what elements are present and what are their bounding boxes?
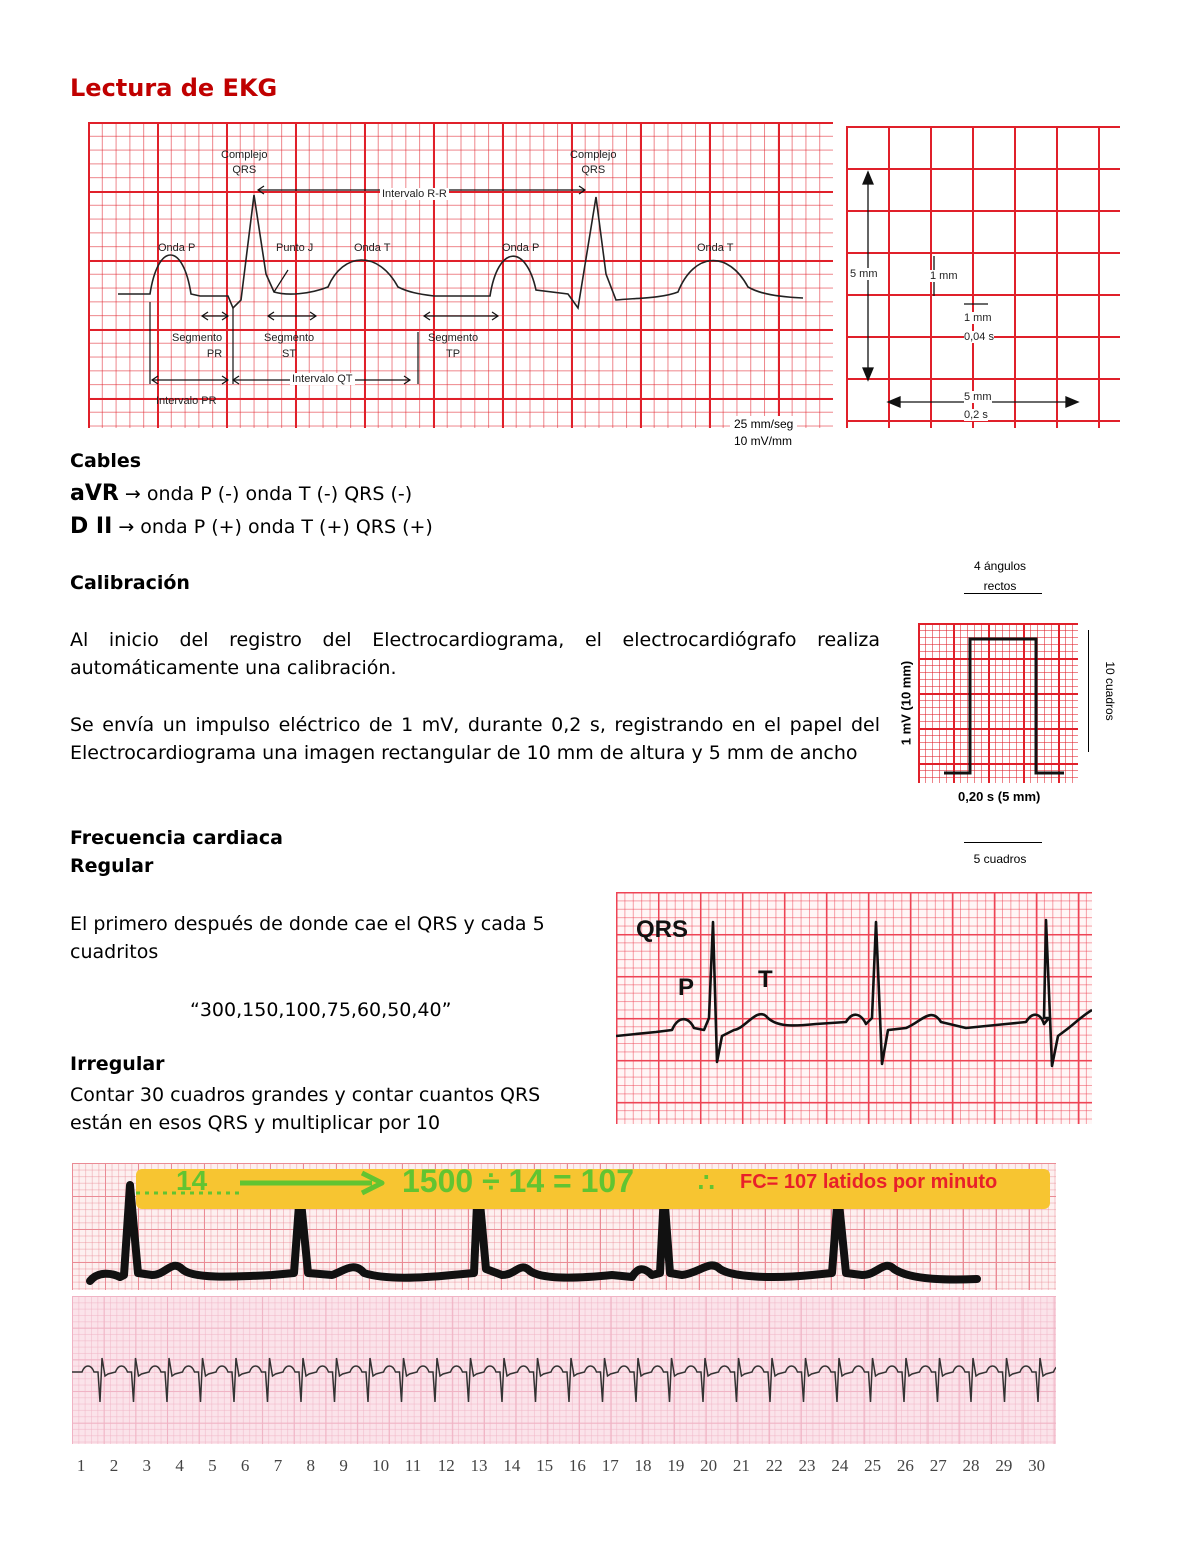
square-number: 22 bbox=[765, 1456, 783, 1475]
square-number: 1 bbox=[76, 1456, 86, 1475]
thirty-square-trace-line bbox=[72, 1358, 1056, 1402]
calibration-pulse bbox=[918, 623, 1078, 783]
bottom-label: 5 cuadros bbox=[973, 852, 1027, 866]
label-0-04s: 0,04 s bbox=[964, 331, 994, 343]
angles-caption: 4 ángulos rectos bbox=[973, 559, 1027, 593]
banner-count: 14 bbox=[176, 1165, 208, 1196]
square-number: 23 bbox=[798, 1456, 816, 1475]
label-5mm-horizontal: 5 mm bbox=[964, 391, 992, 403]
heart-rate-strip bbox=[72, 1163, 1056, 1290]
square-numbers bbox=[72, 1456, 1056, 1478]
lead-avr: aVR bbox=[70, 481, 119, 506]
irregular-text: Contar 30 cuadros grandes y contar cuantos QRS están en esos QRS y multiplicar por 10 bbox=[70, 1084, 541, 1134]
square-number: 14 bbox=[503, 1456, 521, 1475]
label-intervalo-pr: Intervalo PR bbox=[156, 395, 217, 407]
cables-heading: Cables bbox=[70, 450, 142, 472]
calibracion-heading: Calibración bbox=[70, 572, 190, 594]
rate-sequence: “300,150,100,75,60,50,40” bbox=[190, 999, 452, 1021]
square-number: 15 bbox=[536, 1456, 554, 1475]
label-onda-p-2: Onda P bbox=[502, 242, 540, 254]
label-segmento-tp: Segmento TP bbox=[428, 332, 479, 360]
square-number: 6 bbox=[240, 1456, 250, 1475]
paper-speed-note: 25 mm/seg 10 mV/mm bbox=[730, 416, 797, 450]
label-complejo-qrs-1: Complejo QRS bbox=[221, 149, 268, 176]
square-number: 25 bbox=[864, 1456, 882, 1475]
square-number: 11 bbox=[404, 1456, 422, 1475]
label-1mm-vertical: 1 mm bbox=[930, 270, 958, 282]
side-bracket-line bbox=[1088, 630, 1089, 752]
banner-equation: 1500 ÷ 14 = 107 bbox=[402, 1163, 634, 1199]
square-number: 12 bbox=[437, 1456, 455, 1475]
lead-dii-text: → onda P (+) onda T (+) QRS (+) bbox=[118, 516, 433, 538]
square-number: 7 bbox=[273, 1456, 283, 1475]
thirty-square-trace bbox=[72, 1296, 1056, 1444]
ekg-trace bbox=[88, 122, 833, 428]
label-intervalo-qt: Intervalo QT bbox=[292, 373, 353, 385]
qrs-ekg-image bbox=[616, 892, 1092, 1124]
label-onda-t-2: Onda T bbox=[697, 242, 734, 254]
square-number: 18 bbox=[634, 1456, 652, 1475]
label-0-2s: 0,2 s bbox=[964, 409, 988, 421]
square-number: 17 bbox=[601, 1456, 619, 1475]
square-number: 5 bbox=[208, 1456, 217, 1475]
label-punto-j: Punto J bbox=[276, 242, 314, 254]
calibration-grid bbox=[918, 623, 1078, 783]
page-title: Lectura de EKG bbox=[70, 74, 278, 102]
square-number: 13 bbox=[470, 1456, 488, 1475]
square-number: 20 bbox=[700, 1456, 718, 1475]
scale-arrows bbox=[846, 126, 1120, 428]
square-number: 19 bbox=[667, 1456, 685, 1475]
square-number: 10 bbox=[372, 1456, 390, 1475]
lead-avr-text: → onda P (-) onda T (-) QRS (-) bbox=[124, 483, 413, 505]
square-number: 28 bbox=[962, 1456, 980, 1475]
t-label: T bbox=[758, 966, 773, 993]
label-segmento-st: Segmento ST bbox=[264, 332, 315, 360]
square-number: 27 bbox=[929, 1456, 947, 1475]
side-label-box bbox=[1096, 630, 1124, 752]
square-number: 2 bbox=[109, 1456, 119, 1475]
thirty-square-strip bbox=[72, 1296, 1056, 1444]
qrs-label: QRS bbox=[636, 916, 689, 943]
square-number: 16 bbox=[568, 1456, 586, 1475]
banner-result: FC= 107 latidos por minuto bbox=[740, 1171, 998, 1193]
square-number: 21 bbox=[732, 1456, 750, 1475]
side-label: 10 cuadros bbox=[1103, 661, 1117, 721]
calibration-ylabel: 1 mV (10 mm) bbox=[898, 660, 914, 746]
square-number: 8 bbox=[306, 1456, 316, 1475]
square-number: 30 bbox=[1028, 1456, 1046, 1475]
label-complejo-qrs-2: Complejo QRS bbox=[570, 149, 617, 176]
square-number: 9 bbox=[339, 1456, 348, 1475]
calibration-ylabel-box bbox=[886, 623, 926, 783]
label-5mm-vertical: 5 mm bbox=[850, 268, 878, 280]
calibracion-paragraph-2: Se envía un impulso eléctrico de 1 mV, durante 0,2 s, registrando en el papel del Electrocardiograma una imagen rectangular de 10 mm de altura y 5 mm de ancho bbox=[70, 714, 880, 764]
label-intervalo-rr: Intervalo R-R bbox=[382, 188, 447, 200]
irregular-heading: Irregular bbox=[70, 1053, 165, 1075]
cable-avr bbox=[70, 480, 412, 508]
therefore-symbol: ∴ bbox=[698, 1167, 715, 1197]
label-onda-p-1: Onda P bbox=[158, 242, 196, 254]
square-number: 26 bbox=[896, 1456, 914, 1475]
p-label: P bbox=[678, 974, 695, 1001]
regular-heading: Regular bbox=[70, 855, 154, 877]
label-segmento-pr: Segmento PR bbox=[172, 332, 223, 360]
scale-grid bbox=[846, 126, 1120, 428]
lead-dii: D II bbox=[70, 514, 113, 539]
frecuencia-heading: Frecuencia cardiaca bbox=[70, 827, 283, 849]
square-number: 29 bbox=[995, 1456, 1013, 1475]
regular-text: El primero después de donde cae el QRS y cada 5 cuadritos bbox=[70, 913, 545, 963]
bottom-bracket-line bbox=[964, 842, 1042, 843]
cable-dii bbox=[70, 513, 433, 541]
square-number: 24 bbox=[831, 1456, 849, 1475]
label-onda-t-1: Onda T bbox=[354, 242, 391, 254]
label-1mm-horizontal: 1 mm bbox=[964, 312, 992, 324]
calibracion-paragraph-1: Al inicio del registro del Electrocardiograma, el electrocardiógrafo realiza automáticamente una calibración. bbox=[70, 629, 880, 679]
square-number: 4 bbox=[175, 1456, 184, 1475]
angles-underline bbox=[964, 593, 1042, 594]
square-number: 3 bbox=[142, 1456, 152, 1475]
calibration-xlabel: 0,20 s (5 mm) bbox=[958, 789, 1041, 804]
ekg-diagram bbox=[88, 122, 833, 428]
